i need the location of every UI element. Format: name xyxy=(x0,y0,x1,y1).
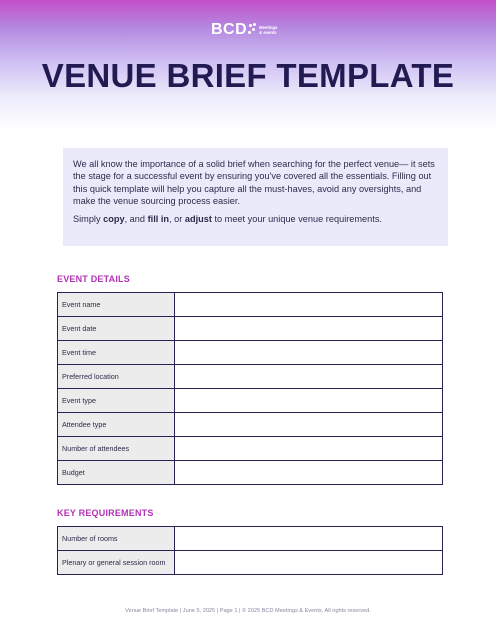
logo-wordmark: BCD xyxy=(211,21,248,38)
table-row xyxy=(58,317,443,341)
row-label: Attendee type xyxy=(58,413,175,437)
plenary-room-field[interactable] xyxy=(175,551,443,575)
table-row xyxy=(58,437,443,461)
instruction-text: , and xyxy=(124,213,148,224)
intro-instruction xyxy=(73,213,436,225)
row-label: Budget xyxy=(58,461,175,485)
table-row xyxy=(58,341,443,365)
row-label: Number of rooms xyxy=(58,527,175,551)
number-of-attendees-field[interactable] xyxy=(175,437,443,461)
row-label: Preferred location xyxy=(58,365,175,389)
table-row xyxy=(58,551,443,575)
row-label: Event time xyxy=(58,341,175,365)
event-details-table xyxy=(57,292,443,485)
instruction-text: , or xyxy=(169,213,185,224)
page-footer: Venue Brief Template | June 5, 2025 | Page 1 | © 2025 BCD Meetings & Events. All rights reserved. xyxy=(125,608,371,614)
row-label: Event type xyxy=(58,389,175,413)
attendee-type-field[interactable] xyxy=(175,413,443,437)
row-label: Plenary or general session room xyxy=(58,551,175,575)
budget-field[interactable] xyxy=(175,461,443,485)
table-row xyxy=(58,527,443,551)
event-details-heading: EVENT DETAILS xyxy=(57,274,130,284)
row-label: Number of attendees xyxy=(58,437,175,461)
event-name-field[interactable] xyxy=(175,293,443,317)
row-label: Event name xyxy=(58,293,175,317)
instruction-text: Simply xyxy=(73,213,104,224)
table-row xyxy=(58,365,443,389)
instruction-fill-in-emphasis: fill in xyxy=(147,213,170,224)
event-date-field[interactable] xyxy=(175,317,443,341)
table-row xyxy=(58,461,443,485)
table-row xyxy=(58,293,443,317)
table-row xyxy=(58,389,443,413)
key-requirements-table xyxy=(57,526,443,575)
table-row xyxy=(58,413,443,437)
logo-tagline-line2: & events xyxy=(259,30,277,35)
row-label: Event date xyxy=(58,317,175,341)
event-time-field[interactable] xyxy=(175,341,443,365)
number-of-rooms-field[interactable] xyxy=(175,527,443,551)
key-requirements-heading: KEY REQUIREMENTS xyxy=(57,508,154,518)
event-type-field[interactable] xyxy=(175,389,443,413)
logo-tagline-line1: Meetings xyxy=(259,25,278,30)
intro-box xyxy=(63,148,448,246)
logo-tagline xyxy=(259,25,277,35)
logo-dots-icon xyxy=(248,23,256,37)
preferred-location-field[interactable] xyxy=(175,365,443,389)
intro-paragraph: We all know the importance of a solid brief when searching for the perfect venue— it sets the stage for a successful event by ensuring you've covered all the essentials. Filling out this quick template will help you capture all the must-haves, avoid any oversights, and make the venue sourcing process easier. xyxy=(73,159,435,207)
page-title: VENUE BRIEF TEMPLATE xyxy=(41,57,455,94)
instruction-adjust-emphasis: adjust xyxy=(184,213,212,224)
instruction-copy-emphasis: copy xyxy=(103,213,125,224)
bcd-logo xyxy=(211,21,277,39)
instruction-text: to meet your unique venue requirements. xyxy=(211,213,382,224)
